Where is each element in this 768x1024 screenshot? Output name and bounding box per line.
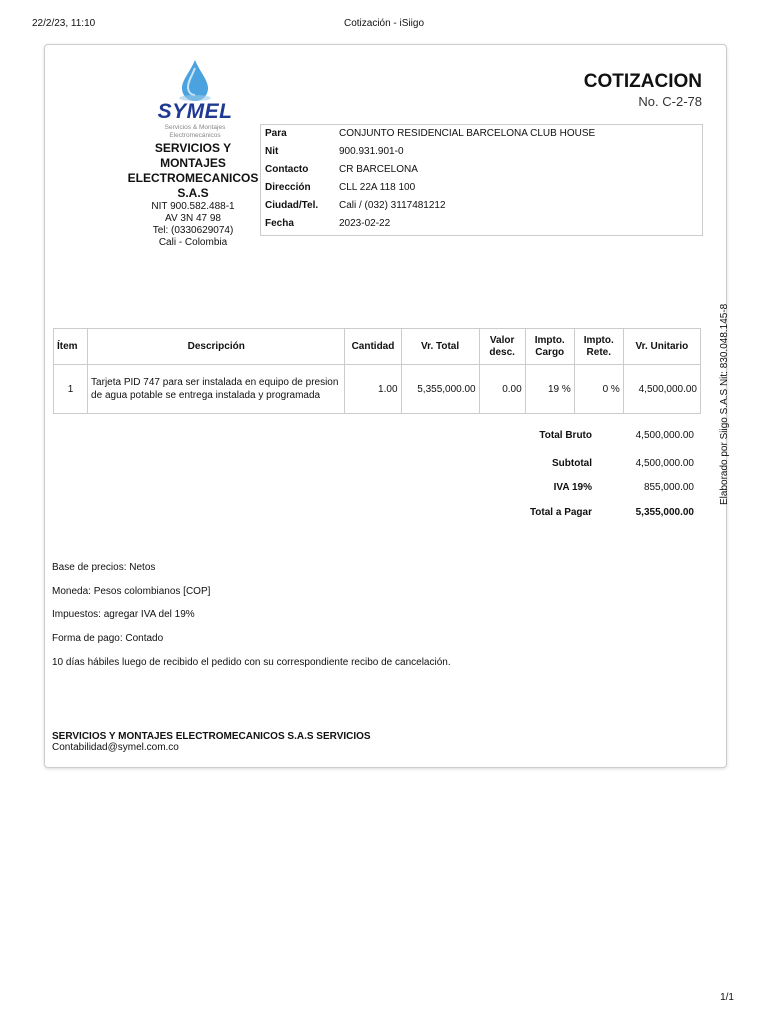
subtotal-label: Subtotal	[552, 458, 592, 469]
note-line: 10 días hábiles luego de recibido el pedido con su correspondiente recibo de cancelación.	[52, 656, 451, 668]
notes-block	[52, 562, 451, 680]
client-label: Para	[265, 128, 287, 139]
company-info	[122, 141, 264, 249]
client-label: Contacto	[265, 164, 309, 175]
header-valor-desc: Valor desc.	[479, 329, 525, 365]
client-label: Ciudad/Tel.	[265, 200, 319, 211]
items-table	[53, 328, 701, 414]
iva-label: IVA 19%	[553, 482, 592, 493]
company-tel: Tel: (0330629074)	[152, 225, 234, 236]
document-number: No. C-2-78	[638, 94, 702, 109]
company-name: SERVICIOS Y MONTAJES ELECTROMECANICOS S.A.S	[127, 141, 259, 200]
total-a-pagar-label: Total a Pagar	[529, 507, 592, 518]
note-line: Impuestos: agregar IVA del 19%	[52, 609, 195, 621]
header-item: Ítem	[54, 329, 88, 365]
note-line: Forma de pago: Contado	[52, 633, 164, 645]
note-line: Moneda: Pesos colombianos [COP]	[52, 585, 211, 597]
signature-block	[52, 731, 371, 753]
client-value: CLL 22A 118 100	[339, 182, 416, 193]
total-bruto-value: 4,500,000.00	[635, 430, 694, 441]
client-value: Cali / (032) 3117481212	[339, 200, 446, 211]
company-nit: NIT 900.582.488-1	[151, 201, 235, 212]
client-value: CR BARCELONA	[339, 164, 418, 175]
note-line: Base de precios: Netos	[52, 562, 156, 573]
client-info-box	[260, 124, 703, 236]
table-header-row	[54, 329, 701, 365]
iva-value: 855,000.00	[643, 482, 694, 493]
client-value: CONJUNTO RESIDENCIAL BARCELONA CLUB HOUSE	[339, 128, 596, 139]
table-row	[54, 365, 701, 414]
client-value: 900.931.901-0	[339, 146, 404, 157]
document-title: COTIZACION	[583, 71, 702, 92]
page-count: 1/1	[720, 992, 734, 1003]
cell-vr-total: 5,355,000.00	[401, 365, 479, 414]
signature-email: Contabilidad@symel.com.co	[52, 742, 179, 753]
logo-tagline-1: Servicios & Montajes	[164, 124, 226, 131]
signature-company: SERVICIOS Y MONTAJES ELECTROMECANICOS S.A.S SERVICIOS	[52, 731, 371, 742]
header-impto-cargo: Impto. Cargo	[525, 329, 574, 365]
client-label: Fecha	[265, 218, 294, 229]
cell-vr-unitario: 4,500,000.00	[623, 365, 700, 414]
client-label: Nit	[265, 146, 279, 157]
cell-item: 1	[54, 365, 88, 414]
cell-impto-cargo: 19 %	[525, 365, 574, 414]
client-label: Dirección	[265, 182, 311, 193]
print-date-time: 22/2/23, 11:10	[32, 18, 96, 29]
header-impto-rete: Impto. Rete.	[574, 329, 623, 365]
total-a-pagar-value: 5,355,000.00	[635, 507, 694, 518]
total-bruto-label: Total Bruto	[539, 430, 592, 441]
cell-cantidad: 1.00	[345, 365, 401, 414]
client-value: 2023-02-22	[339, 218, 391, 229]
company-address: AV 3N 47 98	[165, 213, 221, 224]
company-city: Cali - Colombia	[158, 237, 228, 248]
cell-valor-desc: 0.00	[479, 365, 525, 414]
logo-wordmark: SYMEL	[157, 100, 233, 123]
subtotal-value: 4,500,000.00	[635, 458, 694, 469]
water-drop-icon	[150, 58, 240, 102]
logo-tagline-2: Electromecánicos	[169, 132, 221, 139]
header-vr-unitario: Vr. Unitario	[623, 329, 700, 365]
vertical-credit-text: Elaborado por Siigo S.A.S Nit: 830.048.145-8	[719, 303, 730, 505]
header-vr-total: Vr. Total	[401, 329, 479, 365]
cell-descripcion: Tarjeta PID 747 para ser instalada en equipo de presion de agua potable se entrega instalada y programada	[88, 365, 345, 414]
print-page-title: Cotización - iSiigo	[343, 18, 425, 29]
header-cantidad: Cantidad	[345, 329, 401, 365]
header-descripcion: Descripción	[88, 329, 345, 365]
cell-impto-rete: 0 %	[574, 365, 623, 414]
company-logo	[150, 58, 240, 142]
